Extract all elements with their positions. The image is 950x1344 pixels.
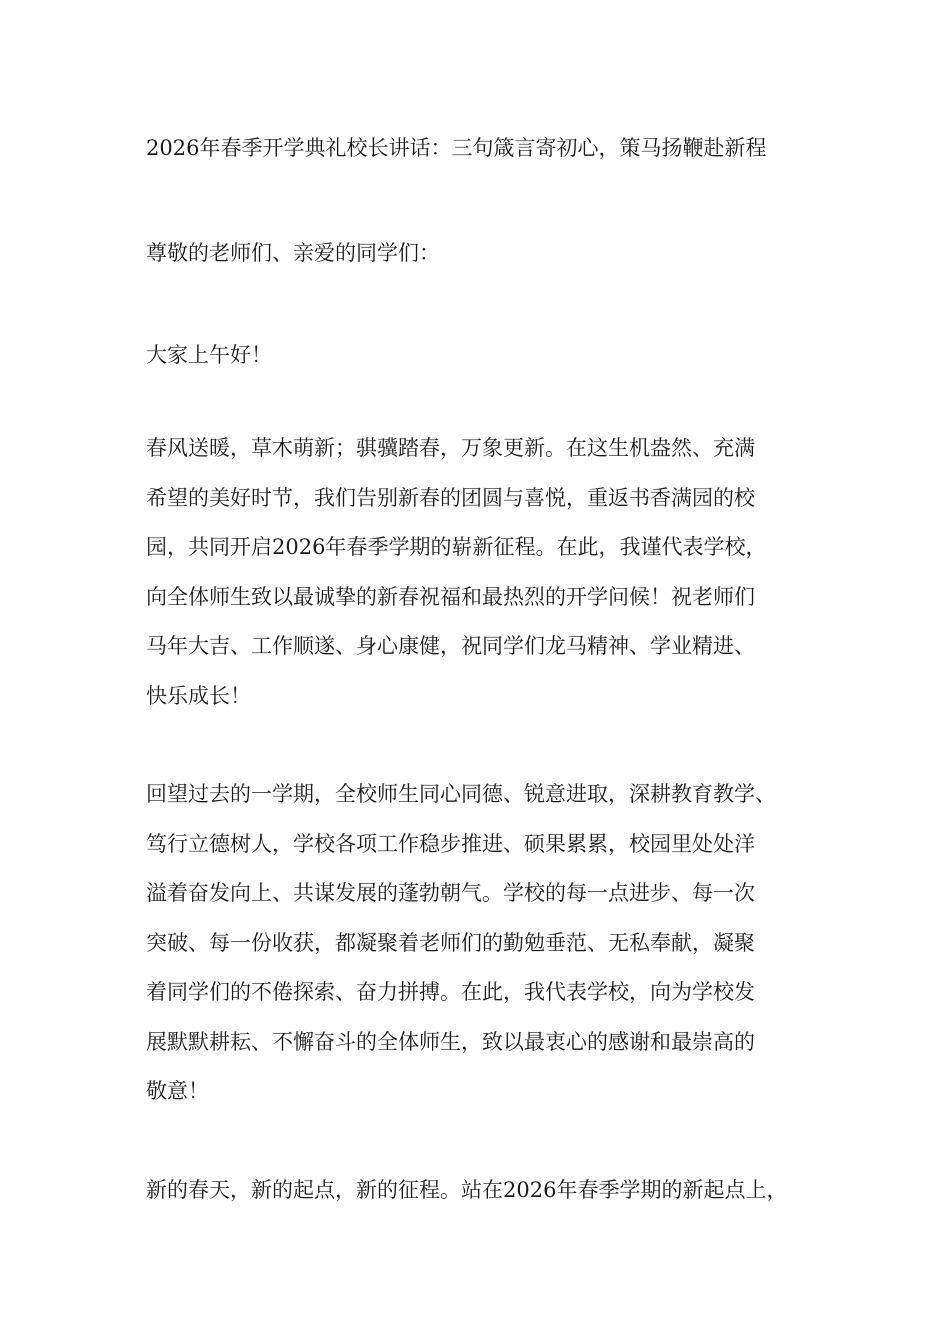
paragraph-line: 园，共同开启2026年春季学期的崭新征程。在此，我谨代表学校， bbox=[146, 535, 767, 559]
paragraph-line: 春风送暖，草木萌新；骐骥踏春，万象更新。在这生机盎然、充满 bbox=[146, 436, 755, 460]
paragraph-line: 溢着奋发向上、共谋发展的蓬勃朝气。学校的每一点进步、每一次 bbox=[146, 881, 755, 905]
paragraph-2 bbox=[146, 770, 776, 1117]
paragraph-line: 着同学们的不倦探索、奋力拼搏。在此，我代表学校，向为学校发 bbox=[146, 980, 755, 1004]
paragraph-line: 希望的美好时节，我们告别新春的团圆与喜悦，重返书香满园的校 bbox=[146, 485, 755, 510]
paragraph-line: 向全体师生致以最诚挚的新春祝福和最热烈的开学问候！祝老师们 bbox=[146, 584, 755, 609]
paragraph-line: 展默默耕耘、不懈奋斗的全体师生，致以最衷心的感谢和最崇高的 bbox=[146, 1029, 755, 1054]
paragraph-line: 回望过去的一学期，全校师生同心同德、锐意进取，深耕教育教学、 bbox=[146, 782, 776, 806]
paragraph-1 bbox=[146, 424, 766, 721]
paragraph-line: 新的春天，新的起点，新的征程。站在2026年春季学期的新起点上， bbox=[146, 1178, 788, 1202]
salutation: 尊敬的老师们、亲爱的同学们： bbox=[146, 241, 440, 265]
paragraph-line: 笃行立德树人，学校各项工作稳步推进、硕果累累，校园里处处洋 bbox=[146, 831, 755, 856]
paragraph-3 bbox=[146, 1166, 787, 1216]
document-title: 2026年春季开学典礼校长讲话：三句箴言寄初心，策马扬鞭赴新程 bbox=[146, 136, 767, 160]
paragraph-line: 快乐成长！ bbox=[146, 683, 251, 708]
paragraph-line: 突破、每一份收获，都凝聚着老师们的勤勉垂范、无私奉献，凝聚 bbox=[146, 930, 755, 955]
paragraph-line: 敬意！ bbox=[146, 1079, 209, 1103]
greeting: 大家上午好！ bbox=[146, 343, 272, 367]
paragraph-line: 马年大吉、工作顺遂、身心康健，祝同学们龙马精神、学业精进、 bbox=[146, 634, 755, 658]
